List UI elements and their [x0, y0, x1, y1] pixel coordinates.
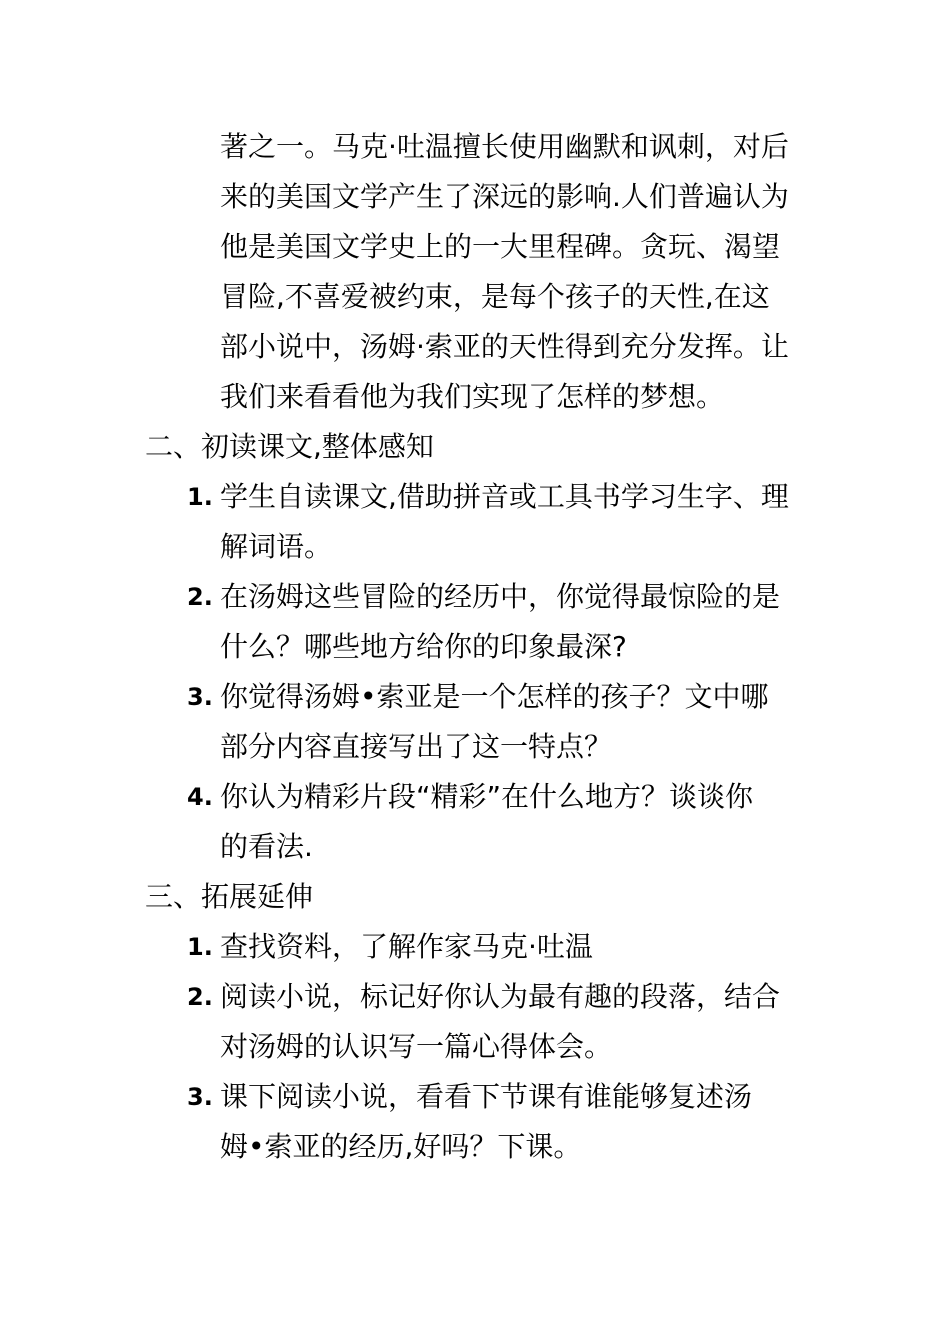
- section-heading-2: 二、初读课文,整体感知: [145, 430, 434, 463]
- text-line: 你认为精彩片段“精彩”在什么地方？谈谈你: [220, 780, 754, 813]
- text-line: 对汤姆的认识写一篇心得体会。: [220, 1030, 613, 1063]
- list-item: [0, 572, 950, 672]
- list-number: 1.: [187, 483, 213, 511]
- text-line: 阅读小说，标记好你认为最有趣的段落，结合: [220, 980, 781, 1013]
- section-3-list: [0, 922, 950, 1172]
- text-line: 著之一。马克·吐温擅长使用幽默和讽刺，对后: [220, 130, 789, 163]
- list-item: [0, 972, 950, 1072]
- list-item: [0, 472, 950, 572]
- section-heading-3: 三、拓展延伸: [145, 880, 314, 913]
- text-line: 学生自读课文,借助拼音或工具书学习生字、理: [220, 480, 789, 513]
- text-line: 部分内容直接写出了这一特点？: [220, 730, 613, 763]
- text-line: 查找资料，了解作家马克·吐温: [220, 930, 593, 963]
- text-line: 解词语。: [220, 530, 333, 563]
- text-line: 冒险,不喜爱被约束，是每个孩子的天性,在这: [220, 280, 770, 313]
- list-number: 3.: [187, 683, 213, 711]
- list-number: 2.: [187, 983, 213, 1011]
- list-number: 3.: [187, 1083, 213, 1111]
- list-item: [0, 1072, 950, 1172]
- text-line: 来的美国文学产生了深远的影响.人们普遍认为: [220, 180, 789, 213]
- intro-paragraph: [220, 122, 820, 422]
- text-line: 在汤姆这些冒险的经历中，你觉得最惊险的是: [220, 580, 781, 613]
- text-line: 的看法.: [220, 830, 313, 863]
- list-number: 2.: [187, 583, 213, 611]
- list-number: 4.: [187, 783, 213, 811]
- text-line: 他是美国文学史上的一大里程碑。贪玩、渴望: [220, 230, 781, 263]
- list-item: [0, 672, 950, 772]
- text-line: 我们来看看他为我们实现了怎样的梦想。: [220, 380, 725, 413]
- list-number: 1.: [187, 933, 213, 961]
- list-item: [0, 922, 950, 972]
- text-line: 部小说中，汤姆·索亚的天性得到充分发挥。让: [220, 330, 789, 363]
- section-2-list: [0, 472, 950, 872]
- text-line: 课下阅读小说，看看下节课有谁能够复述汤: [220, 1080, 753, 1113]
- text-line: 你觉得汤姆•索亚是一个怎样的孩子？文中哪: [220, 680, 769, 713]
- text-line: 什么？哪些地方给你的印象最深?: [220, 630, 627, 663]
- text-line: 姆•索亚的经历,好吗？下课。: [220, 1130, 582, 1163]
- list-item: [0, 772, 950, 872]
